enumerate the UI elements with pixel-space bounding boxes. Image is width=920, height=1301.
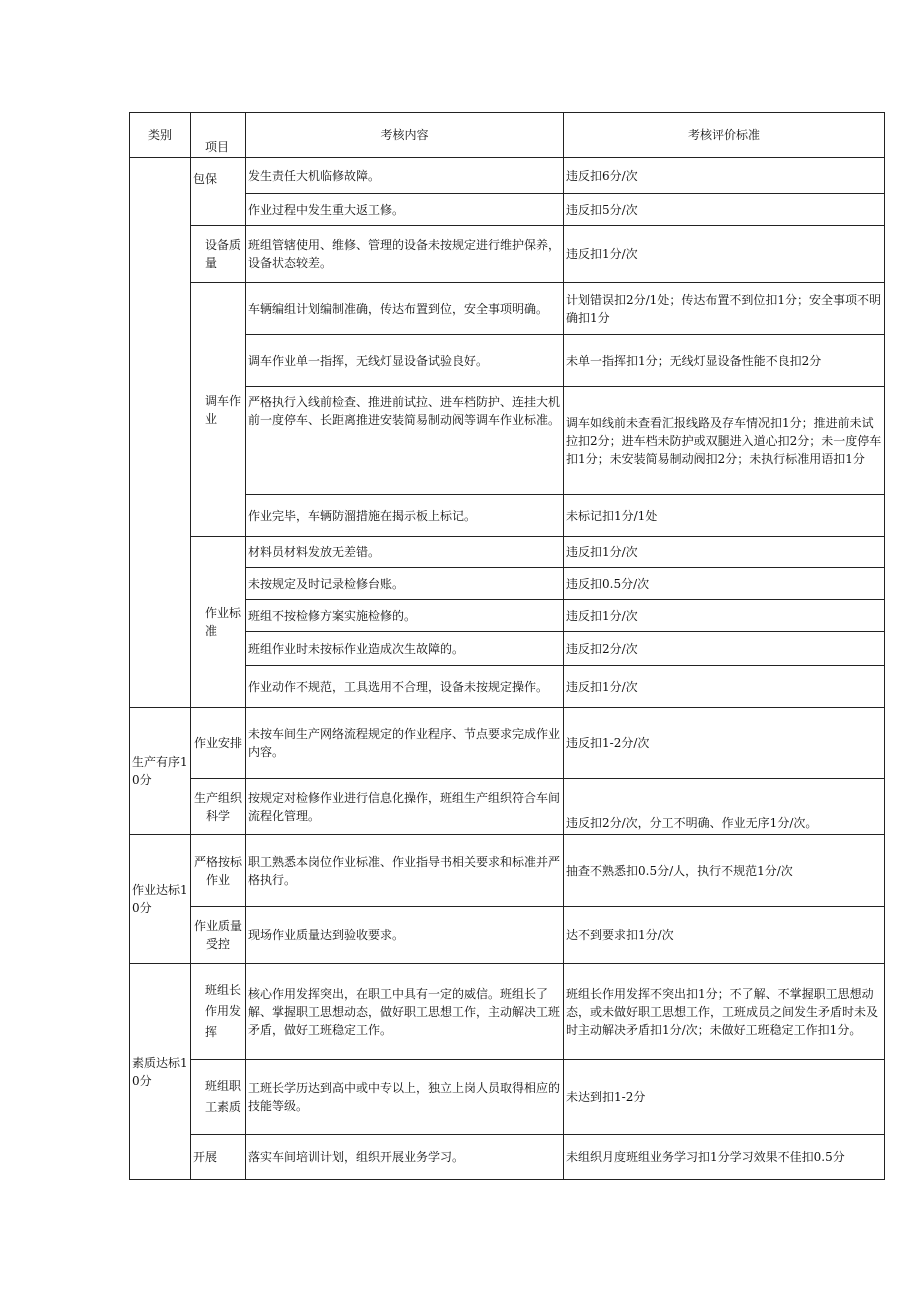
table-row: [130, 835, 885, 907]
content-cell: 作业动作不规范，工具选用不合理，设备未按规定操作。: [246, 666, 564, 708]
header-criteria: 考核评价标准: [564, 113, 885, 158]
item-cell: 包保: [191, 158, 246, 226]
item-cell: 作业标准: [191, 537, 246, 708]
criteria-cell: 未组织月度班组业务学习扣1分学习效果不佳扣0.5分: [564, 1135, 885, 1180]
criteria-cell: 违反扣1分/次: [564, 537, 885, 568]
criteria-cell: 计划错误扣2分/1处；传达布置不到位扣1分；安全事项不明确扣1分: [564, 283, 885, 335]
table-row: [130, 158, 885, 194]
content-cell: 作业过程中发生重大返工修。: [246, 194, 564, 226]
criteria-cell: 未标记扣1分/1处: [564, 495, 885, 537]
table-row: [130, 964, 885, 1060]
item-cell: 严格按标作业: [191, 835, 246, 907]
content-cell: 班组不按检修方案实施检修的。: [246, 600, 564, 632]
criteria-cell: 违反扣5分/次: [564, 194, 885, 226]
content-cell: 车辆编组计划编制准确，传达布置到位，安全事项明确。: [246, 283, 564, 335]
table-row: [130, 537, 885, 568]
criteria-cell: 违反扣1-2分/次: [564, 708, 885, 779]
criteria-cell: 违反扣2分/次: [564, 632, 885, 666]
content-cell: 现场作业质量达到验收要求。: [246, 907, 564, 964]
content-cell: 发生责任大机临修故障。: [246, 158, 564, 194]
content-cell: 作业完毕，车辆防溜措施在揭示板上标记。: [246, 495, 564, 537]
header-item: 项目: [191, 113, 246, 158]
table-row: [130, 708, 885, 779]
assessment-table: [129, 112, 885, 1180]
content-cell: 班组作业时未按标作业造成次生故障的。: [246, 632, 564, 666]
table-row: [130, 283, 885, 335]
content-cell: 核心作用发挥突出，在职工中具有一定的威信。班组长了解、掌握职工思想动态，做好职工思想工作，主动解决工班矛盾，做好工班稳定工作。: [246, 964, 564, 1060]
criteria-cell: 违反扣1分/次: [564, 600, 885, 632]
item-cell: 设备质量: [191, 226, 246, 283]
category-cell: 生产有序10分: [130, 708, 191, 835]
table-row: [130, 907, 885, 964]
header-content: 考核内容: [246, 113, 564, 158]
table-row: [130, 1060, 885, 1135]
criteria-cell: 班组长作用发挥不突出扣1分；不了解、不掌握职工思想动态，或未做好职工思想工作，工班成员之间发生矛盾时未及时主动解决矛盾扣1分/次；未做好工班稳定工作扣1分。: [564, 964, 885, 1060]
content-cell: 职工熟悉本岗位作业标准、作业指导书相关要求和标准并严格执行。: [246, 835, 564, 907]
content-cell: 未按车间生产网络流程规定的作业程序、节点要求完成作业内容。: [246, 708, 564, 779]
item-cell: 作业质量受控: [191, 907, 246, 964]
content-cell: 班组管辖使用、维修、管理的设备未按规定进行维护保养，设备状态较差。: [246, 226, 564, 283]
category-cell: [130, 158, 191, 708]
criteria-cell: 达不到要求扣1分/次: [564, 907, 885, 964]
table-row: [130, 1135, 885, 1180]
content-cell: 材料员材料发放无差错。: [246, 537, 564, 568]
table-row: [130, 226, 885, 283]
criteria-cell: 抽查不熟悉扣0.5分/人，执行不规范1分/次: [564, 835, 885, 907]
item-cell: 班组长作用发挥: [191, 964, 246, 1060]
content-cell: 工班长学历达到高中或中专以上，独立上岗人员取得相应的技能等级。: [246, 1060, 564, 1135]
item-cell: 作业安排: [191, 708, 246, 779]
criteria-cell: 未单一指挥扣1分；无线灯显设备性能不良扣2分: [564, 335, 885, 387]
content-cell: 未按规定及时记录检修台账。: [246, 568, 564, 600]
criteria-cell: 违反扣1分/次: [564, 666, 885, 708]
content-cell: 调车作业单一指挥，无线灯显设备试验良好。: [246, 335, 564, 387]
item-cell: 班组职工素质: [191, 1060, 246, 1135]
criteria-cell: 违反扣2分/次，分工不明确、作业无序1分/次。: [564, 779, 885, 835]
header-category: 类别: [130, 113, 191, 158]
table-row: [130, 779, 885, 835]
content-cell: 严格执行入线前检查、推进前试拉、进车档防护、连挂大机前一度停车、长距离推进安装简易制动阀等调车作业标准。: [246, 387, 564, 495]
item-cell: 开展: [191, 1135, 246, 1180]
item-cell: 生产组织科学: [191, 779, 246, 835]
criteria-cell: 违反扣1分/次: [564, 226, 885, 283]
item-cell: 调车作业: [191, 283, 246, 537]
content-cell: 落实车间培训计划，组织开展业务学习。: [246, 1135, 564, 1180]
category-cell: 作业达标10分: [130, 835, 191, 964]
criteria-cell: 调车如线前未查看汇报线路及存车情况扣1分；推进前未试拉扣2分；进车档未防护或双腿进入道心扣2分；未一度停车扣1分；未安装简易制动阀扣2分；未执行标准用语扣1分: [564, 387, 885, 495]
criteria-cell: 违反扣6分/次: [564, 158, 885, 194]
category-cell: 素质达标10分: [130, 964, 191, 1180]
header-row: [130, 113, 885, 158]
criteria-cell: 违反扣0.5分/次: [564, 568, 885, 600]
criteria-cell: 未达到扣1-2分: [564, 1060, 885, 1135]
content-cell: 按规定对检修作业进行信息化操作，班组生产组织符合车间流程化管理。: [246, 779, 564, 835]
